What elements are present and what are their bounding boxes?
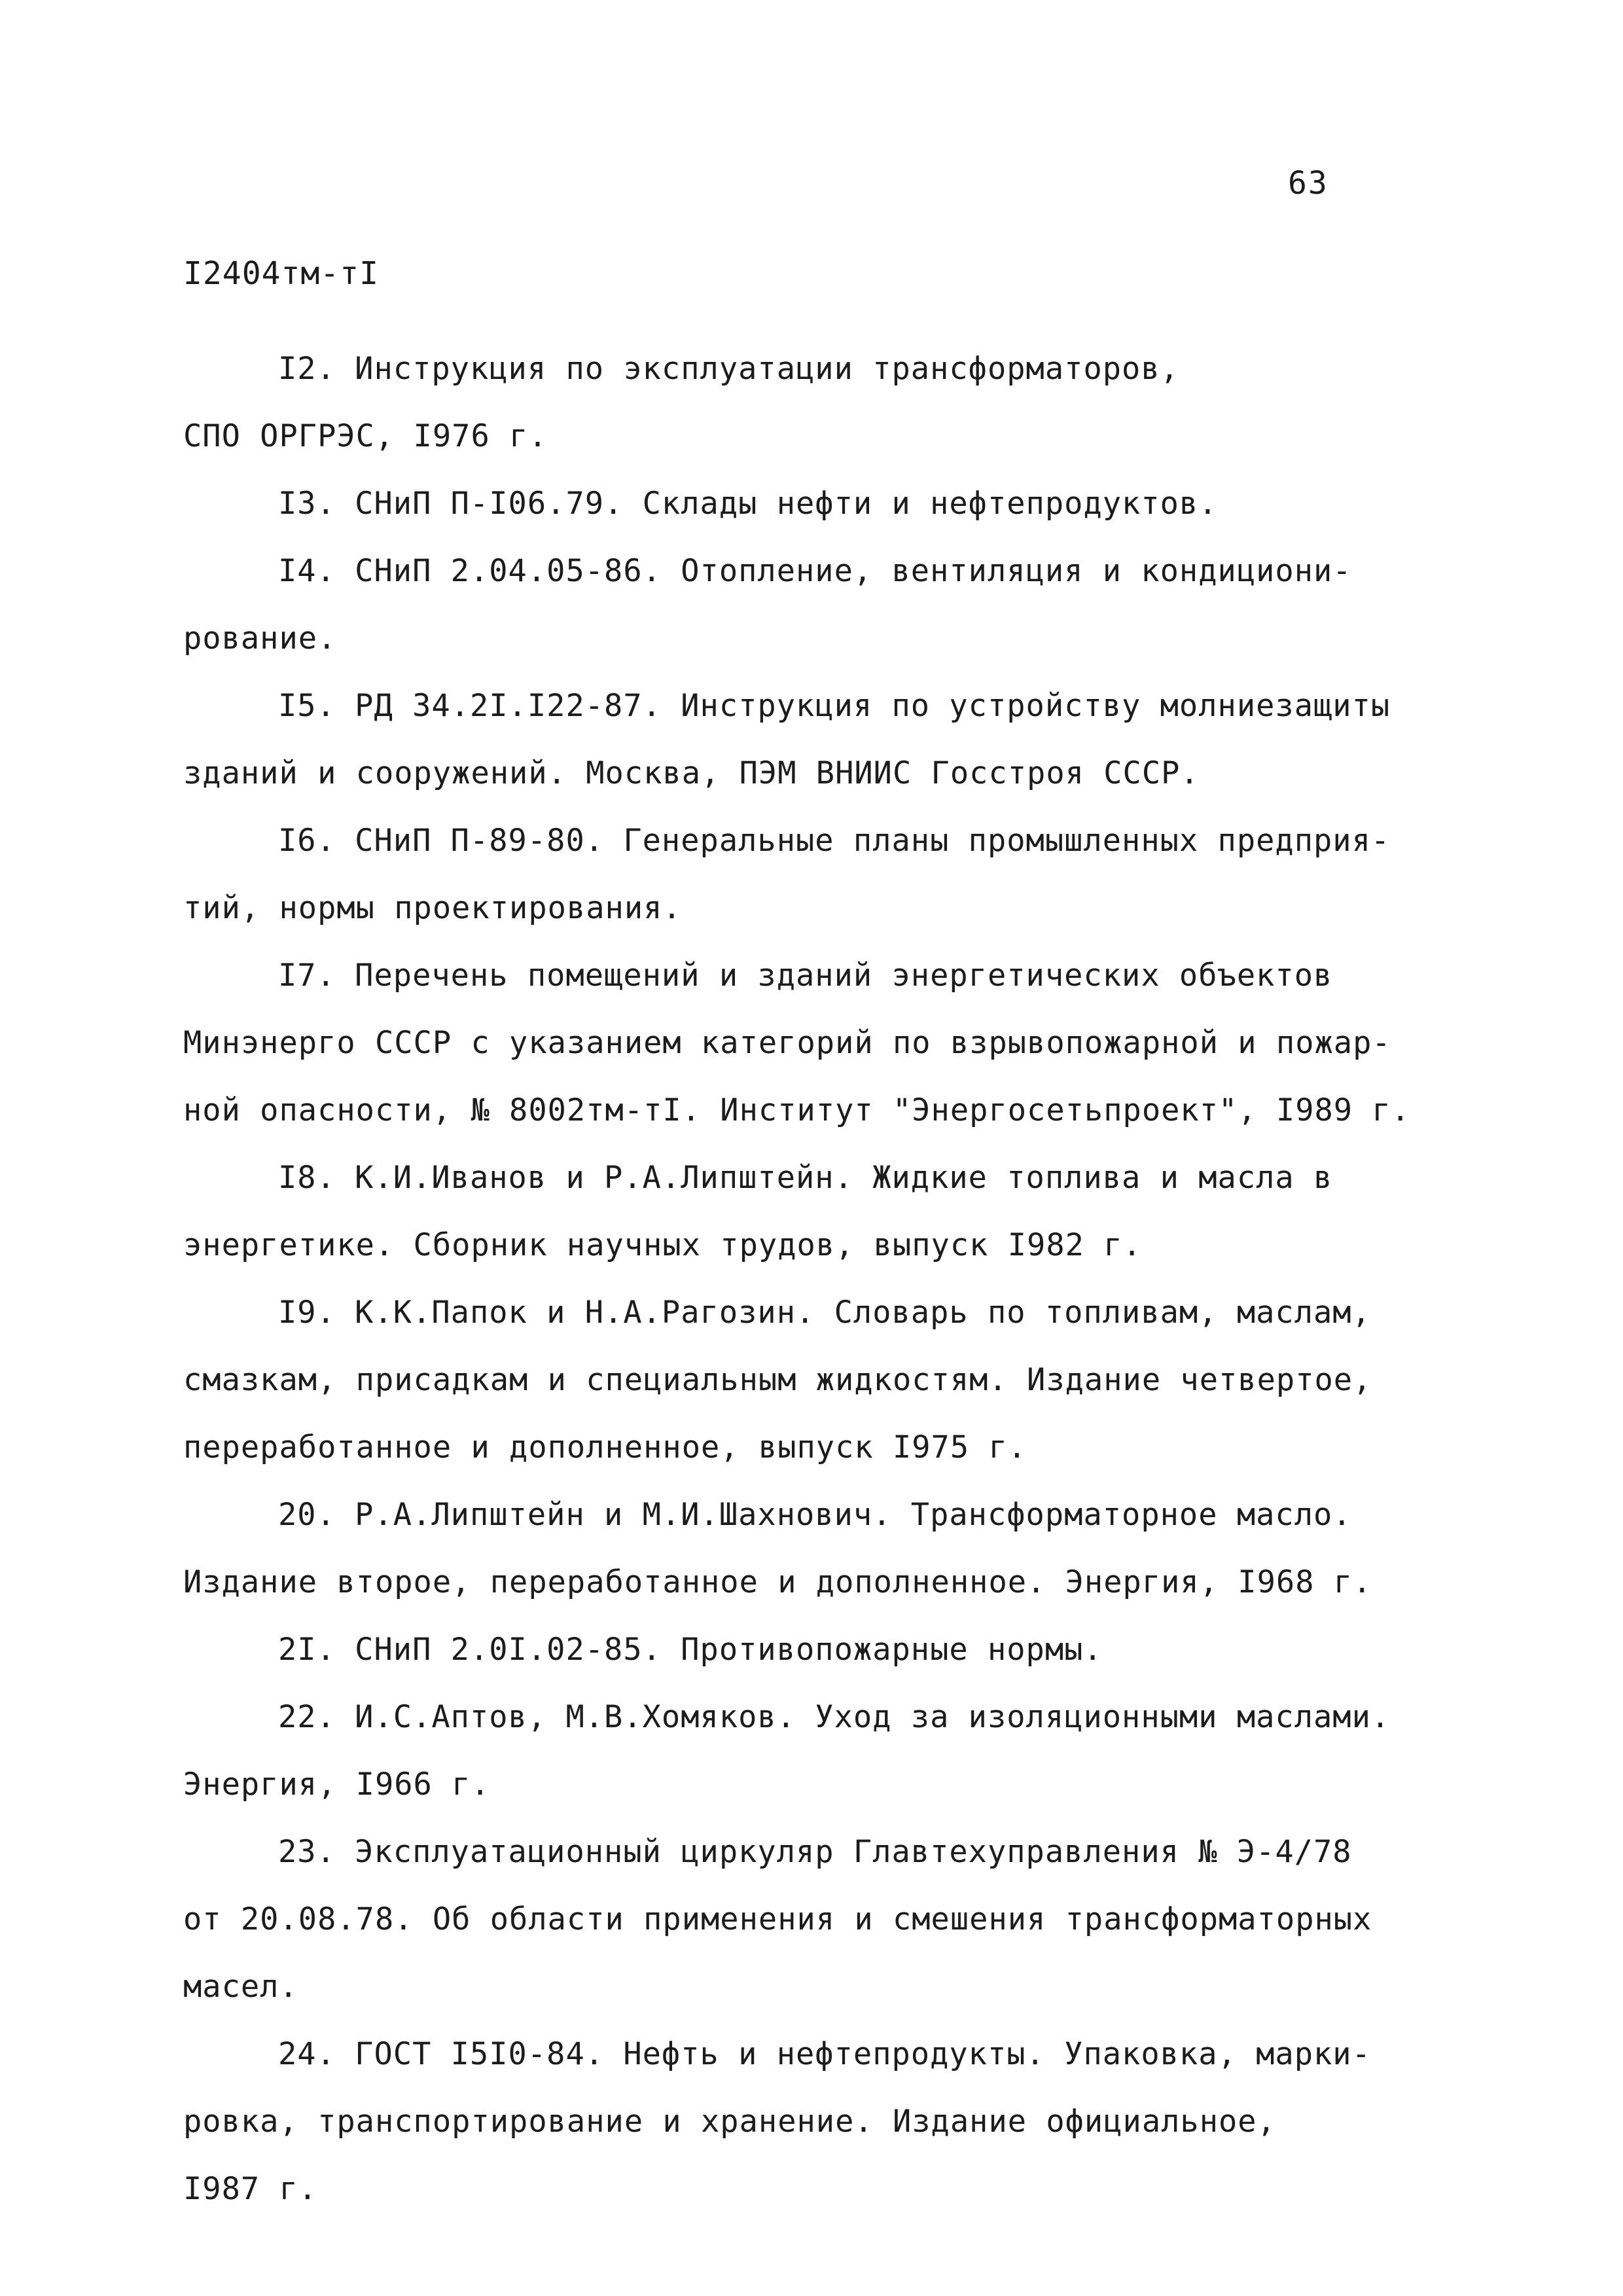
reference-line: 20. Р.А.Липштейн и М.И.Шахнович. Трансформаторное масло. [278, 1497, 1352, 1533]
reference-item-20 [183, 1481, 1453, 1616]
reference-line: ной опасности, № 8002тм-тI. Институт "Энергосетьпроект", I989 г. [183, 1092, 1410, 1128]
reference-line: масел. [183, 1969, 298, 2005]
reference-line: I8. К.И.Иванов и Р.А.Липштейн. Жидкие топлива и масла в [278, 1160, 1333, 1196]
reference-line: Энергия, I966 г. [183, 1767, 490, 1803]
reference-item-22 [183, 1683, 1453, 1818]
reference-line: I3. СНиП П-I06.79. Склады нефти и нефтепродуктов. [278, 486, 1218, 522]
reference-line: СПО ОРГРЭС, I976 г. [183, 418, 548, 454]
reference-line: I2. Инструкция по эксплуатации трансформаторов, [278, 351, 1179, 387]
reference-item-15 [183, 672, 1453, 807]
reference-line: I4. СНиП 2.04.05-86. Отопление, вентиляция и кондициони- [278, 553, 1352, 589]
reference-line: рование. [183, 620, 337, 656]
reference-item-16 [183, 807, 1453, 942]
reference-line: энергетике. Сборник научных трудов, выпуск I982 г. [183, 1227, 1142, 1263]
reference-line: I987 г. [183, 2171, 318, 2207]
reference-line: тий, нормы проектирования. [183, 890, 682, 926]
reference-item-19 [183, 1279, 1453, 1481]
reference-item-24 [183, 2020, 1453, 2223]
reference-line: от 20.08.78. Об области применения и смешения трансформаторных [183, 1901, 1372, 1937]
reference-item-12 [183, 335, 1453, 470]
reference-item-17 [183, 942, 1453, 1144]
reference-line: I9. К.К.Папок и Н.А.Рагозин. Словарь по топливам, маслам, [278, 1295, 1371, 1331]
reference-line: 24. ГОСТ I5I0-84. Нефть и нефтепродукты. Упаковка, марки- [278, 2036, 1371, 2072]
reference-line: I5. РД 34.2I.I22-87. Инструкция по устройству молниезащиты [278, 688, 1391, 724]
reference-item-18 [183, 1144, 1453, 1279]
reference-line: I6. СНиП П-89-80. Генеральные планы промышленных предприя- [278, 823, 1391, 859]
reference-line: ровка, транспортирование и хранение. Издание официальное, [183, 2104, 1276, 2140]
reference-line: I7. Перечень помещений и зданий энергетических объектов [278, 958, 1333, 994]
reference-line: переработанное и дополненное, выпуск I975 г. [183, 1429, 1027, 1465]
reference-line: 2I. СНиП 2.0I.02-85. Противопожарные нормы. [278, 1632, 1103, 1668]
reference-line: Издание второе, переработанное и дополненное. Энергия, I968 г. [183, 1564, 1372, 1600]
reference-item-21 [183, 1616, 1453, 1683]
reference-list [183, 335, 1453, 2223]
reference-item-14 [183, 537, 1453, 672]
page-number: 63 [1288, 165, 1329, 202]
reference-item-13 [183, 470, 1453, 537]
reference-line: 23. Эксплуатационный циркуляр Главтехуправления № Э-4/78 [278, 1834, 1352, 1870]
document-code: I2404тм-тI [183, 255, 379, 292]
reference-line: 22. И.С.Аптов, М.В.Хомяков. Уход за изоляционными маслами. [278, 1699, 1391, 1735]
reference-line: смазкам, присадкам и специальным жидкостям. Издание четвертое, [183, 1362, 1372, 1398]
reference-item-23 [183, 1818, 1453, 2020]
reference-line: Минэнерго СССР с указанием категорий по взрывопожарной и пожар- [183, 1025, 1391, 1061]
reference-line: зданий и сооружений. Москва, ПЭМ ВНИИС Госстроя СССР. [183, 755, 1200, 791]
